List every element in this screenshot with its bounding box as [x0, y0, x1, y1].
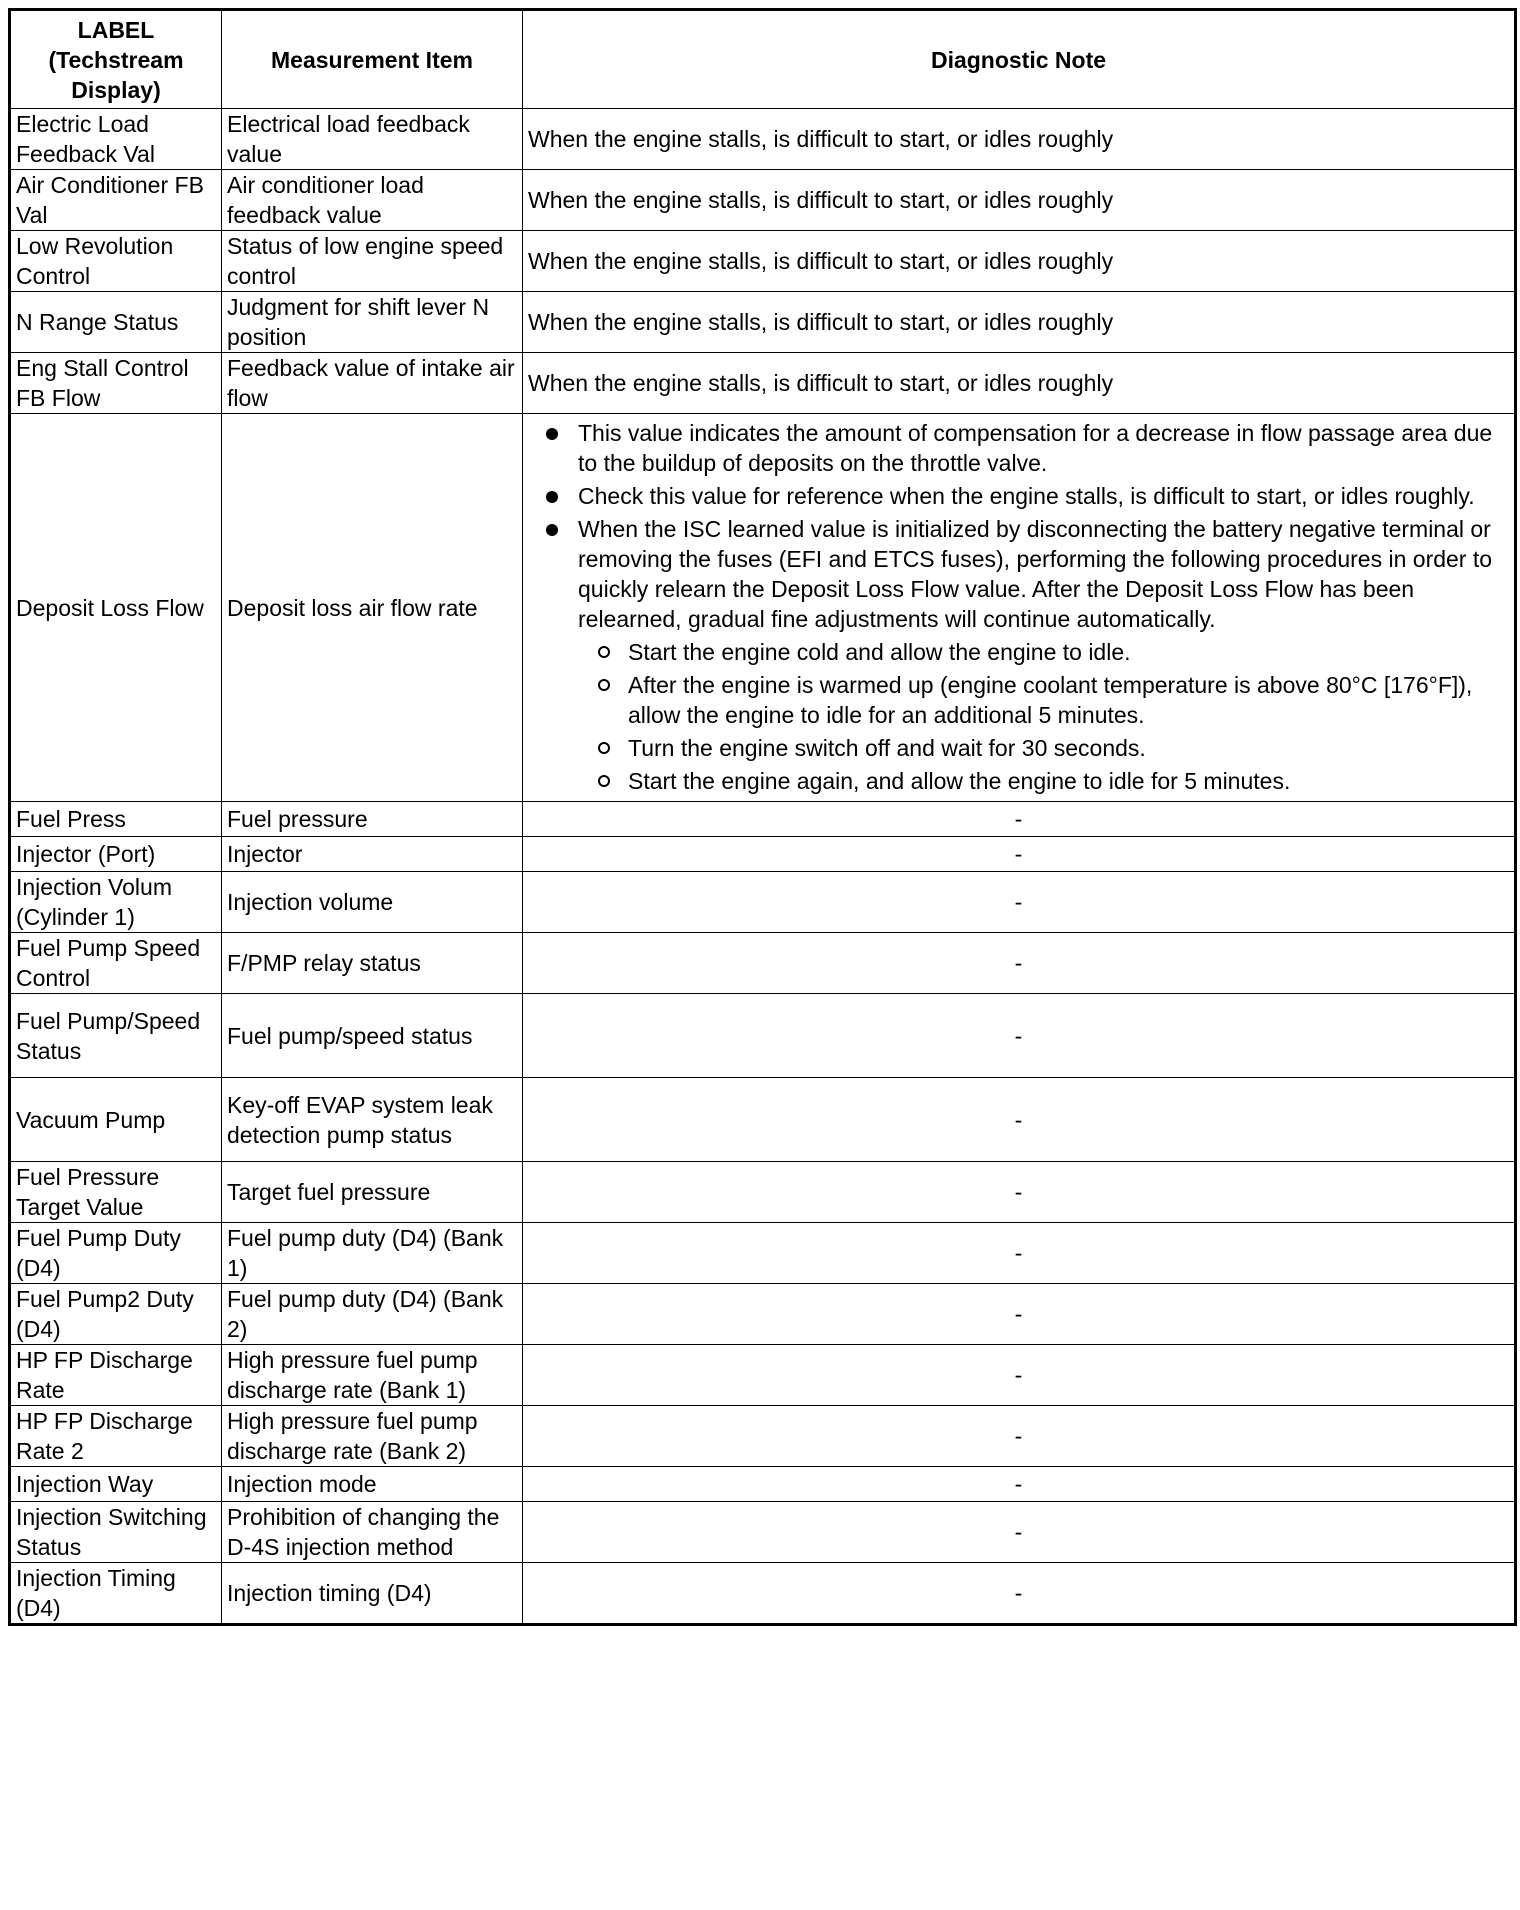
table-row-deposit-loss-flow: [10, 414, 1516, 802]
row-label: Electric Load Feedback Val: [10, 109, 222, 170]
table-row: [10, 231, 1516, 292]
row-item: Fuel pump/speed status: [222, 994, 523, 1078]
row-item: Status of low engine speed control: [222, 231, 523, 292]
deposit-bullet-procedure: [578, 514, 1509, 796]
row-label: Eng Stall Control FB Flow: [10, 353, 222, 414]
deposit-bullet-text: When the ISC learned value is initialized by disconnecting the battery negative terminal or removing the fuses (EFI and ETCS fuses), performing the following procedures in order to quickly relearn the Deposit Loss Flow value. After the Deposit Loss Flow has been relearned, gradual fine adjustments will continue automatically.: [578, 516, 1493, 632]
row-note: -: [523, 1223, 1516, 1284]
row-label: Fuel Pump Speed Control: [10, 933, 222, 994]
table-row: [10, 1162, 1516, 1223]
row-item: Electrical load feedback value: [222, 109, 523, 170]
row-label: Injector (Port): [10, 837, 222, 872]
table-row: [10, 1563, 1516, 1625]
row-label: HP FP Discharge Rate 2: [10, 1406, 222, 1467]
table-row: [10, 353, 1516, 414]
deposit-bullet: Check this value for reference when the engine stalls, is difficult to start, or idles roughly.: [578, 481, 1509, 511]
table-row: [10, 292, 1516, 353]
deposit-note-cell: [523, 414, 1516, 802]
table-row: [10, 872, 1516, 933]
row-label: Fuel Pump2 Duty (D4): [10, 1284, 222, 1345]
table-row: [10, 802, 1516, 837]
row-note: -: [523, 1406, 1516, 1467]
row-item: Fuel pressure: [222, 802, 523, 837]
row-item: Injection volume: [222, 872, 523, 933]
table-row: [10, 837, 1516, 872]
table-row: [10, 933, 1516, 994]
row-note: When the engine stalls, is difficult to start, or idles roughly: [523, 231, 1516, 292]
table-row: [10, 1467, 1516, 1502]
row-item: Air conditioner load feedback value: [222, 170, 523, 231]
row-item: Fuel pump duty (D4) (Bank 1): [222, 1223, 523, 1284]
row-label: Vacuum Pump: [10, 1078, 222, 1162]
row-label: Deposit Loss Flow: [10, 414, 222, 802]
row-item: Judgment for shift lever N position: [222, 292, 523, 353]
row-label: HP FP Discharge Rate: [10, 1345, 222, 1406]
table-row: [10, 1345, 1516, 1406]
row-note: -: [523, 1162, 1516, 1223]
row-label: Fuel Pump/Speed Status: [10, 994, 222, 1078]
row-item: Deposit loss air flow rate: [222, 414, 523, 802]
row-item: High pressure fuel pump discharge rate (Bank 1): [222, 1345, 523, 1406]
deposit-bullet: This value indicates the amount of compensation for a decrease in flow passage area due to the buildup of deposits on the throttle valve.: [578, 418, 1509, 478]
table-row: [10, 1223, 1516, 1284]
header-diagnostic-note: Diagnostic Note: [523, 10, 1516, 109]
diagnostic-table: [8, 8, 1517, 1626]
row-note: -: [523, 1563, 1516, 1625]
relearn-steps: [578, 637, 1509, 796]
row-item: Target fuel pressure: [222, 1162, 523, 1223]
row-label: Air Conditioner FB Val: [10, 170, 222, 231]
row-item: Injector: [222, 837, 523, 872]
table-row: [10, 1502, 1516, 1563]
row-item: F/PMP relay status: [222, 933, 523, 994]
row-label: Injection Way: [10, 1467, 222, 1502]
row-note: -: [523, 1502, 1516, 1563]
table-row: [10, 1284, 1516, 1345]
relearn-step: After the engine is warmed up (engine coolant temperature is above 80°C [176°F]), allow the engine to idle for an additional 5 minutes.: [628, 670, 1509, 730]
row-item: High pressure fuel pump discharge rate (Bank 2): [222, 1406, 523, 1467]
row-note: -: [523, 872, 1516, 933]
row-note: -: [523, 994, 1516, 1078]
header-row: [10, 10, 1516, 109]
row-item: Feedback value of intake air flow: [222, 353, 523, 414]
table-row: [10, 1406, 1516, 1467]
row-item: Injection timing (D4): [222, 1563, 523, 1625]
relearn-step: Start the engine again, and allow the engine to idle for 5 minutes.: [628, 766, 1509, 796]
row-label: Injection Timing (D4): [10, 1563, 222, 1625]
row-note: When the engine stalls, is difficult to start, or idles roughly: [523, 109, 1516, 170]
deposit-note-bullets: [528, 414, 1509, 801]
row-item: Key-off EVAP system leak detection pump status: [222, 1078, 523, 1162]
row-note: -: [523, 1467, 1516, 1502]
table-row: [10, 170, 1516, 231]
row-note: -: [523, 1078, 1516, 1162]
row-note: -: [523, 1284, 1516, 1345]
table-row: [10, 109, 1516, 170]
row-label: Fuel Press: [10, 802, 222, 837]
relearn-step: Start the engine cold and allow the engine to idle.: [628, 637, 1509, 667]
row-item: Fuel pump duty (D4) (Bank 2): [222, 1284, 523, 1345]
row-note: -: [523, 933, 1516, 994]
row-note: When the engine stalls, is difficult to start, or idles roughly: [523, 353, 1516, 414]
table-row: [10, 994, 1516, 1078]
row-note: When the engine stalls, is difficult to start, or idles roughly: [523, 292, 1516, 353]
table-row: [10, 1078, 1516, 1162]
row-note: -: [523, 837, 1516, 872]
row-label: Injection Volum (Cylinder 1): [10, 872, 222, 933]
row-item: Prohibition of changing the D-4S injection method: [222, 1502, 523, 1563]
row-label: Fuel Pump Duty (D4): [10, 1223, 222, 1284]
row-note: -: [523, 802, 1516, 837]
row-label: Fuel Pressure Target Value: [10, 1162, 222, 1223]
row-note: When the engine stalls, is difficult to start, or idles roughly: [523, 170, 1516, 231]
row-label: N Range Status: [10, 292, 222, 353]
row-item: Injection mode: [222, 1467, 523, 1502]
header-measurement-item: Measurement Item: [222, 10, 523, 109]
row-label: Injection Switching Status: [10, 1502, 222, 1563]
relearn-step: Turn the engine switch off and wait for 30 seconds.: [628, 733, 1509, 763]
header-label: LABEL (Techstream Display): [10, 10, 222, 109]
row-note: -: [523, 1345, 1516, 1406]
row-label: Low Revolution Control: [10, 231, 222, 292]
